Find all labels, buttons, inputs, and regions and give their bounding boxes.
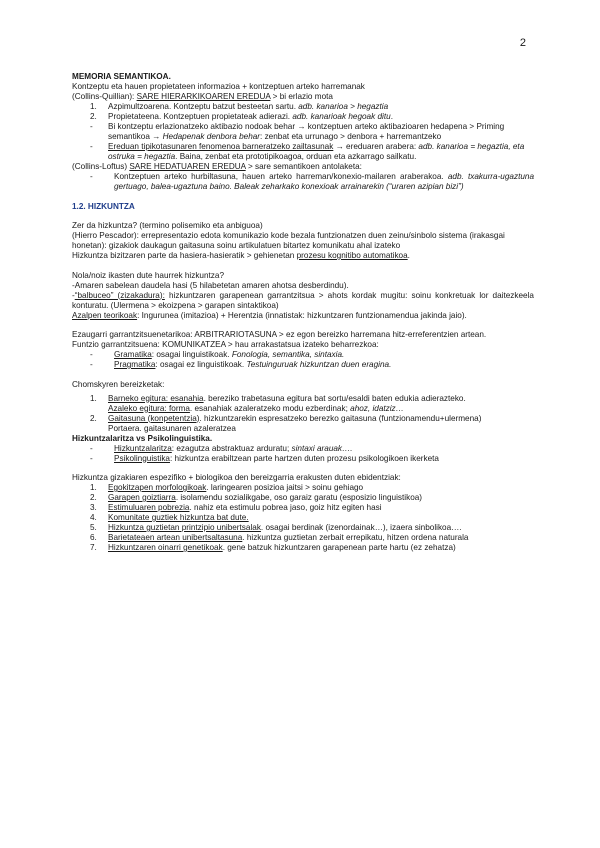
bullet-item: - Gramatika: osagai linguistikoak. Fonologia, semantika, sintaxia. (90, 350, 345, 359)
list-item: 5. Hizkuntza guztietan printzipio unibertsalak. osagai berdinak (izenordainak…), izaera sinbolikoa…. (90, 523, 462, 532)
list-item: 1. Barneko egitura: esanahia. bereziko trabetasuna egitura bat sortu/esaldi baten edukia adierazteko. Azaleko egitura: forma. esanahiak azaleratzeko modu ezberdinak; ahoz, idatziz… (90, 393, 466, 413)
how-line: -Amaren sabelean daudela hasi (5 hilabetetan amaren ahotsa desberdindu). (72, 280, 349, 290)
list-item: 2. Propietateena. Kontzeptuen propietateak adierazi. adb. kanarioak hegoak ditu. (90, 112, 393, 121)
collins-loftus-line: (Collins-Loftus) SARE HEDATUAREN EREDUA > sare semantikoen antolaketa: (72, 162, 362, 171)
hp-heading: Hizkuntzalaritza vs Psikolinguistika. (72, 433, 213, 443)
list-item: 1. Azpimultzoarena. Kontzeptu batzut besteetan sartu. adb. kanarioa > hegaztia (90, 102, 389, 111)
memoria-title: MEMORIA SEMANTIKOA. (72, 72, 171, 81)
how-line: Azalpen teorikoak: Ingurunea (imitazioa) + Herentzia (innatistak: hizkuntzaren funtzionamendua jakinda jaio). (72, 310, 467, 320)
bullet-item: - Ereduan tipikotasunaren fenomenoa barneratzeko zailtasunak → ereduaren arabera: adb. kanarioa = hegaztia, eta ostruka = hegaztia. Baina, zenbat eta prototipikoagoa, orduan eta azkarrago sailkatu. (90, 142, 525, 161)
how-line: -“balbuceo” (zizakadura): hizkuntzaren garapenean garrantzitsua > ahots kordak mugitu: soinu konkretuak lor daitezkeela konturatu. (Ulermena > ekoizpena > garapen sintaktikoa) (72, 290, 534, 310)
chomsky-question: Chomskyren bereizketak: (72, 379, 165, 389)
list-item: 7. Hizkuntzaren oinarri genetikoak. gene batzuk hizkuntzaren garapenean parte hartu (ez zehatza) (90, 543, 456, 552)
memoria-intro: Kontzeptu eta hauen propietateen informazioa + kontzeptuen arteko harremanak (72, 82, 365, 91)
collins-quillian-line: (Collins-Quillian): SARE HIERARKIKOAREN EREDUA > bi erlazio mota (72, 92, 333, 101)
list-item: 6. Barietateaen artean unibertsaltasuna. hizkuntza guztietan zerbait errepikatu, hitzen ordena naturala (90, 533, 469, 542)
bullet-item: - Psikolinguistika: hizkuntza erabiltzean parte hartzen duten prozesu psikologikoen ikerketa (90, 453, 439, 463)
document-body (72, 72, 534, 553)
evidence-list (72, 483, 534, 553)
bullet-item: - Kontzeptuen arteko hurbiltasuna, hauen arteko harreman/konexio-mailaren araberakoa. adb. txakurra-ugaztuna gertuago, balea-ugaztuna baino. Baleak zeharkako konexioak arrainarekin (“uraren azipian bizi”) (90, 172, 534, 191)
bullet-item: - Bi kontzeptu erlazionatzeko aktibazio nodoak behar → kontzeptuen arteko aktibazioaren hedapena > Priming semantikoa → Hedapenak denbora behar: zenbat eta urrunago > denbora + harremantzeko (90, 122, 505, 141)
what-question: Zer da hizkuntza? (termino polisemiko eta anbiguoa) (72, 221, 263, 230)
list-item: 4. Komunitate guztiek hizkuntza bat dute. (90, 513, 249, 522)
section-heading: 1.2. HIZKUNTZA (72, 201, 135, 211)
evidence-question: Hizkuntza gizakiaren espezifiko + biologikoa den bereizgarria erakusten duten ebidentziak: (72, 473, 401, 482)
cl-model-link: SARE HEDATUAREN EREDUA (129, 162, 246, 171)
what-line: Hizkuntza bizitzaren parte da hasiera-hasieratik > gehienetan prozesu kognitibo automatikoa. (72, 251, 410, 260)
page-number: 2 (519, 37, 526, 49)
bullet-item: - Pragmatika: osagai ez linguistikoak. Testuinguruak hizkuntzan duen eragina. (90, 360, 392, 369)
list-item: 3. Estimuluaren pobrezia. nahiz eta estimulu pobrea jaso, goiz hitz egiten hasi (90, 503, 382, 512)
list-item: 2. Garapen goiztiarra. isolamendu sozialikgabe, oso garaiz garatu (esposizio linguistikoa) (90, 493, 423, 502)
how-question: Nola/noiz ikasten dute haurrek hizkuntza? (72, 270, 225, 280)
bullet-item: - Hizkuntzalaritza: ezagutza abstraktuaz arduratu; sintaxi arauak…. (90, 443, 353, 453)
what-definition: (Hierro Pescador): errepresentazio edota komunikazio kode bezala funtzionatzen duen zeinu/sinbolo sistema (irakasgai honetan): gizakiok daukagun gaitasuna soinu artikulatuen bitartez komunikatu ahal izateko (72, 231, 505, 250)
features-line: Ezaugarri garrantzitsuenetarikoa: ARBITRARIOTASUNA > ez egon bereizko harremana hitz-erreferentzien artean. (72, 330, 487, 339)
cq-model-link: SARE HIERARKIKOAREN EREDUA (136, 92, 271, 101)
list-item: 2. Gaitasuna (konpetentzia). hizkuntzarekin espresatzeko berezko gaitasuna (funtzionamendu+ulermena) Portaera. gaitasunaren azaleratzea (90, 413, 482, 433)
list-item: 1. Egokitzapen morfologikoak. laringearen posizioa jaitsi > soinu gehiago (90, 483, 364, 492)
features-line: Funtzio garrantzitsuena: KOMUNIKATZEA > hau arrakastatsua izateko beharrezkoa: (72, 340, 379, 349)
